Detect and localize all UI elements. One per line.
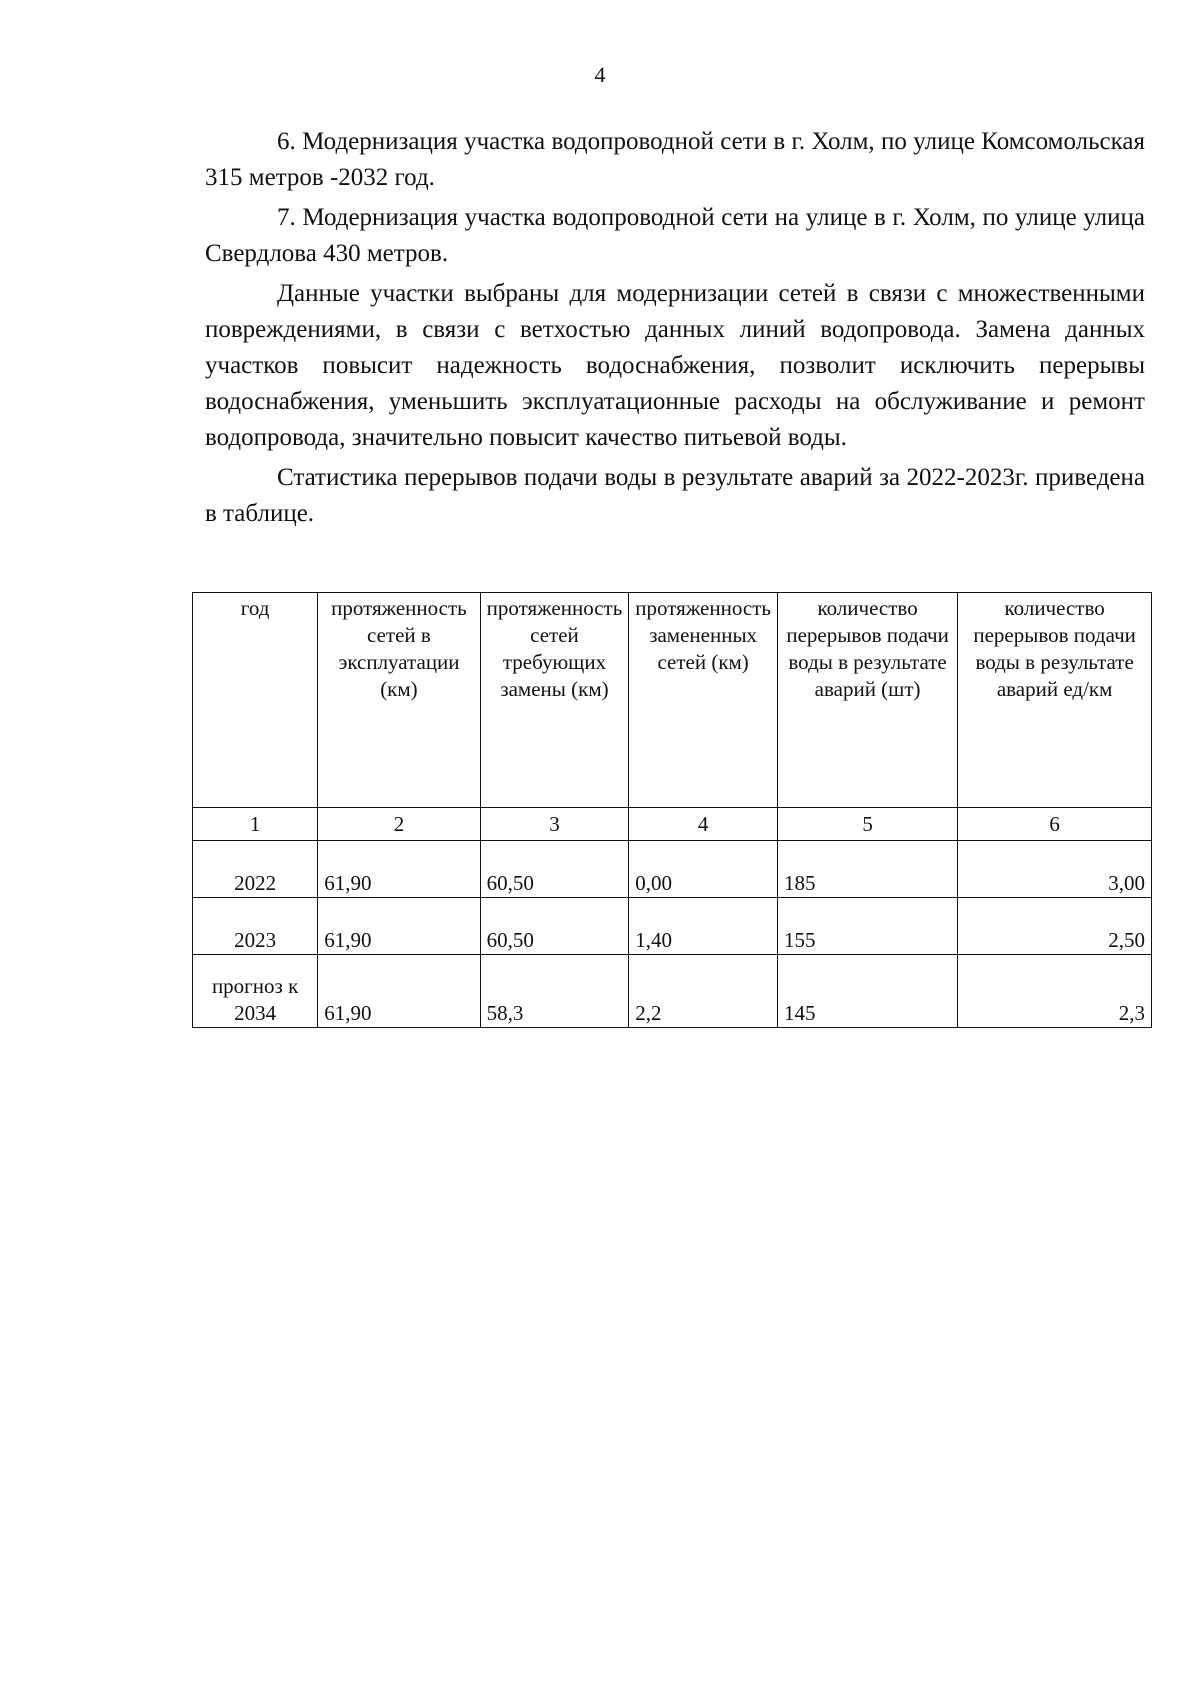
header-length-needing-replacement: протяженность сетей требующих замены (км) xyxy=(480,593,629,808)
column-number: 2 xyxy=(318,808,480,841)
paragraph-item-6: 6. Модернизация участка водопроводной сети в г. Холм, по улице Комсомольская 315 метров -2032 год. xyxy=(205,128,1145,191)
column-number: 1 xyxy=(193,808,318,841)
column-number: 3 xyxy=(480,808,629,841)
document-body xyxy=(205,124,1145,536)
cell-length-needing-replacement: 60,50 xyxy=(480,841,629,898)
column-number: 4 xyxy=(629,808,778,841)
paragraph-item-7: 7. Модернизация участка водопроводной сети на улице в г. Холм, по улице улица Свердлова 430 метров. xyxy=(205,204,1145,267)
page-number: 4 xyxy=(594,62,606,87)
accident-statistics-table xyxy=(192,592,1152,1028)
table-row xyxy=(193,955,1152,1028)
header-replaced-length: протяженность замененных сетей (км) xyxy=(629,593,778,808)
header-network-length: протяженность сетей в эксплуатации (км) xyxy=(318,593,480,808)
table-row xyxy=(193,841,1152,898)
paragraph-statistics-intro: Статистика перерывов подачи воды в результате аварий за 2022-2023г. приведена в таблице. xyxy=(205,464,1145,527)
cell-network-length: 61,90 xyxy=(318,841,480,898)
header-interruptions-count: количество перерывов подачи воды в результате аварий (шт) xyxy=(777,593,957,808)
cell-replaced-length: 1,40 xyxy=(629,898,778,955)
table-row xyxy=(193,898,1152,955)
cell-interruptions-count: 155 xyxy=(777,898,957,955)
cell-replaced-length: 2,2 xyxy=(629,955,778,1028)
cell-replaced-length: 0,00 xyxy=(629,841,778,898)
column-number: 6 xyxy=(958,808,1152,841)
column-number: 5 xyxy=(777,808,957,841)
cell-interruptions-count: 145 xyxy=(777,955,957,1028)
header-interruptions-per-km: количество перерывов подачи воды в результате аварий ед/км xyxy=(958,593,1152,808)
cell-network-length: 61,90 xyxy=(318,898,480,955)
cell-interruptions-per-km: 2,50 xyxy=(958,898,1152,955)
cell-length-needing-replacement: 58,3 xyxy=(480,955,629,1028)
cell-interruptions-per-km: 3,00 xyxy=(958,841,1152,898)
paragraph-reason: Данные участки выбраны для модернизации сетей в связи с множественными повреждениями, в связи с ветхостью данных линий водопровода. Замена данных участков повысит надежность водоснабжения, позволит исключить перерывы водоснабжения, уменьшить эксплуатационные расходы на обслуживание и ремонт водопровода, значительно повысит качество питьевой воды. xyxy=(205,280,1145,451)
cell-interruptions-count: 185 xyxy=(777,841,957,898)
cell-year: прогноз к 2034 xyxy=(193,955,318,1028)
cell-length-needing-replacement: 60,50 xyxy=(480,898,629,955)
cell-network-length: 61,90 xyxy=(318,955,480,1028)
cell-year: 2022 xyxy=(193,841,318,898)
cell-year: 2023 xyxy=(193,898,318,955)
header-year: год xyxy=(193,593,318,808)
cell-interruptions-per-km: 2,3 xyxy=(958,955,1152,1028)
table-header-row xyxy=(193,593,1152,808)
column-number-row xyxy=(193,808,1152,841)
